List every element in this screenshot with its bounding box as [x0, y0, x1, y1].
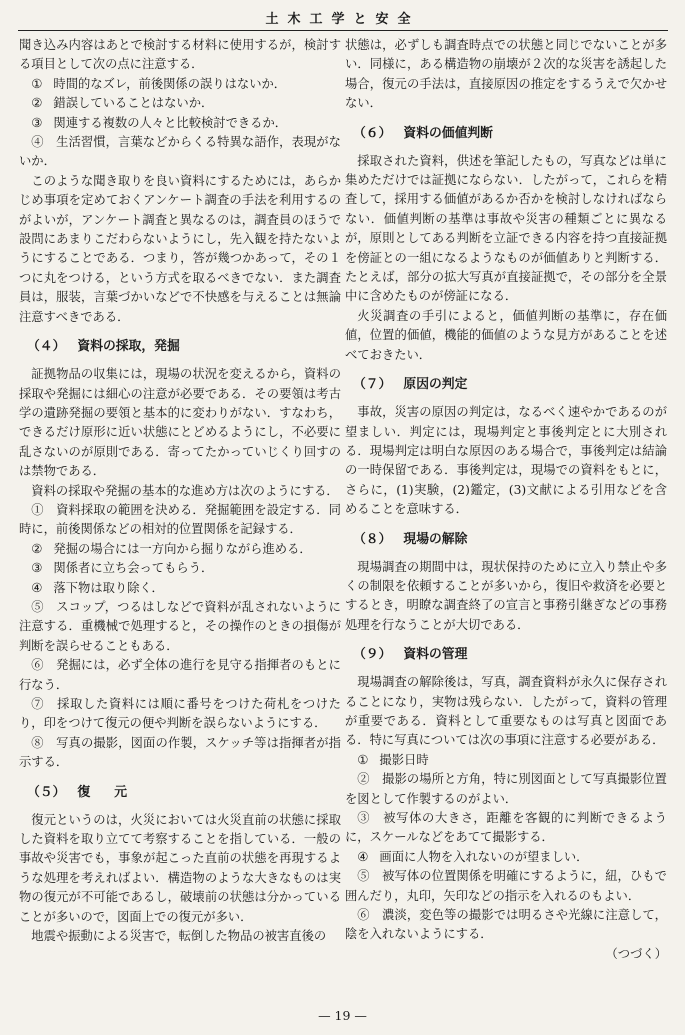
paragraph: 資料の採取や発掘の基本的な進め方は次のようにする． — [31, 483, 339, 498]
continued-row — [345, 945, 667, 964]
section-heading: （９） 資料の管理 — [353, 647, 468, 663]
right-column — [345, 36, 667, 964]
list-item: ④ 落下物は取り除く． — [31, 580, 164, 595]
section-heading: （６） 資料の価値判断 — [353, 125, 493, 141]
page-number: — 19 — — [318, 1008, 367, 1023]
list-item: ⑥ 発掘には，必ず全体の進行を見守る指揮者のもとに行なう． — [19, 658, 341, 692]
list-item: ① 時間的なズレ，前後関係の誤りはないか． — [31, 76, 287, 91]
paragraph: 復元というのは，火災においては火災直前の状態に採取した資料を取り立てて考察することを指している．一般の事故や災害でも，事象が起こった直前の状態を再現するような処理を考えればよい．構造物のような大きなものは実物の復元が不可能であるし，破壊前の状態は分かっていることが多いので，図面上での復元が多い． — [19, 812, 341, 924]
paragraph: このような聞き取りを良い資料にするためには，あらかじめ事項を定めておくアンケート調査の手法を利用するのがよいが，アンケート調査と異なるのは，調査員のほうで設問にあまりこだわらないようにし，先入観を持たないようにすることである．つまり，答が幾つかあって，その１つに丸をつける，という方式を取るべきでない．また調査員は，服装，言葉づかいなどで不快感を与えることは無論注意すべきである． — [19, 173, 341, 324]
running-header: 土木工学と安全 — [265, 12, 420, 27]
section-heading: （７） 原因の判定 — [353, 377, 468, 393]
list-item: ② 錯誤していることはないか． — [31, 96, 214, 111]
left-column — [19, 36, 341, 946]
paragraph: 証拠物品の収集には，現場の状況を変えるから，資料の採取や発掘には細心の注意が必要である．その要領は考古学の遺跡発掘の要領と基本的に変わりがない．すなわち，できるだけ原形に近い状態にとどめるようにし，不必要に乱さないのが原則である．寄ってたかっていじくり回すのは禁物である． — [19, 367, 341, 479]
paragraph: 火災調査の手引によると，価値判断の基準に，存在価値，位置的価値，機能的価値のような見方があることを述べておきたい． — [345, 308, 667, 362]
paragraph: 地震や振動による災害で，転倒した物品の被害直後の — [31, 929, 327, 944]
paragraph: 事故，災害の原因の判定は，なるべく速やかであるのが望ましい．判定には，現場判定と事後判定とに大別される．現場判定は明白な原因のある場合で，事後判定は結論の一時保留である．事後判定は，現場での資料をもとに，さらに，(1)実験，(2)鑑定，(3)文献による引用などを含めることを意味する． — [345, 405, 667, 517]
section-heading: （４） 資料の採取，発掘 — [27, 339, 180, 355]
header-rule — [18, 30, 668, 31]
list-item: ⑧ 写真の撮影，図面の作製，スケッチ等は指揮者が指示する． — [19, 735, 341, 770]
paragraph: 採取された資料，供述を筆記したもの，写真などは単に集めただけでは証拠にならない．したがって，これらを精査して，採用する価値があるか否かを検討しなければならない．価値判断の基準は事故や災害の種類ごとに異なるが，原則としてある判断を立証できる内容を持つ直接証拠を傍証との一組になるようなものが価値ありと判断する．たとえば，部分の拡大写真が直接証拠で，その部分を全景中に含めたものが傍証になる． — [345, 153, 667, 304]
list-item: ② 発掘の場合には一方向から掘りながら進める． — [31, 541, 312, 556]
list-item: ② 撮影の場所と方角，特に別図面として写真撮影位置を図として作製するのがよい． — [345, 772, 667, 806]
list-item: ⑥ 濃淡，変色等の撮影では明るさや光線に注意して，陰を入れないようにする． — [345, 908, 667, 942]
list-item: ⑤ スコップ，つるはしなどで資料が乱されないように注意する．重機械で処理すると，その操作のときの損傷が判断を誤らせることもある． — [19, 599, 341, 653]
paragraph: 現場調査の期間中は，現状保持のために立入り禁止や多くの制限を依頼することが多いから，復旧や救済を必要とするとき，明瞭な調査終了の宣言と事務引継ぎなどの事務処理を行なうことが大切である． — [345, 559, 667, 632]
paragraph: 聞き込み内容はあとで検討する材料に使用するが，検討する項目として次の点に注意する． — [19, 38, 341, 72]
section-heading: （５） 復元 — [27, 784, 151, 800]
paragraph: 現場調査の解除後は，写真，調査資料が永久に保存されることになり，実物は残らない．したがって，資料の管理が重要である．資料として重要なものは写真と図面である．特に写真については次の事項に注意する必要がある． — [345, 675, 667, 748]
list-item: ⑦ 採取した資料には順に番号をつけた荷札をつけたり，印をつけて復元の便や判断を誤らないようにする． — [19, 697, 341, 731]
list-item: ③ 関係者に立ち会ってもらう． — [31, 561, 214, 576]
continued-note: （つづく） — [605, 946, 667, 961]
paragraph: 状態は，必ずしも調査時点での状態と同じでないことが多い．同様に，ある構造物の崩壊が２次的な災害を誘起した場合，復元の手法は，直接原因の推定をするうえで欠かせない． — [345, 38, 667, 111]
list-item: ③ 関連する複数の人々と比較検討できるか． — [31, 115, 288, 130]
list-item: ④ 画面に人物を入れないのが望ましい． — [357, 849, 589, 864]
list-item: ⑤ 被写体の位置関係を明確にするように，紐，ひもで囲んだり，丸印，矢印などの指示を入れるのもよい． — [345, 869, 667, 903]
list-item: ④ 生活習慣，言葉などからくる特異な語作，表現がないか． — [19, 135, 341, 169]
list-item: ① 資料採取の範囲を決める．発掘範囲を設定する．同時に，前後関係などの相対的位置関係を記録する． — [19, 502, 341, 537]
list-item: ① 撮影日時 — [357, 752, 429, 767]
list-item: ③ 被写体の大きさ，距離を客観的に判断できるように，スケールなどをあてて撮影する． — [345, 811, 667, 845]
section-heading: （８） 現場の解除 — [353, 531, 468, 547]
